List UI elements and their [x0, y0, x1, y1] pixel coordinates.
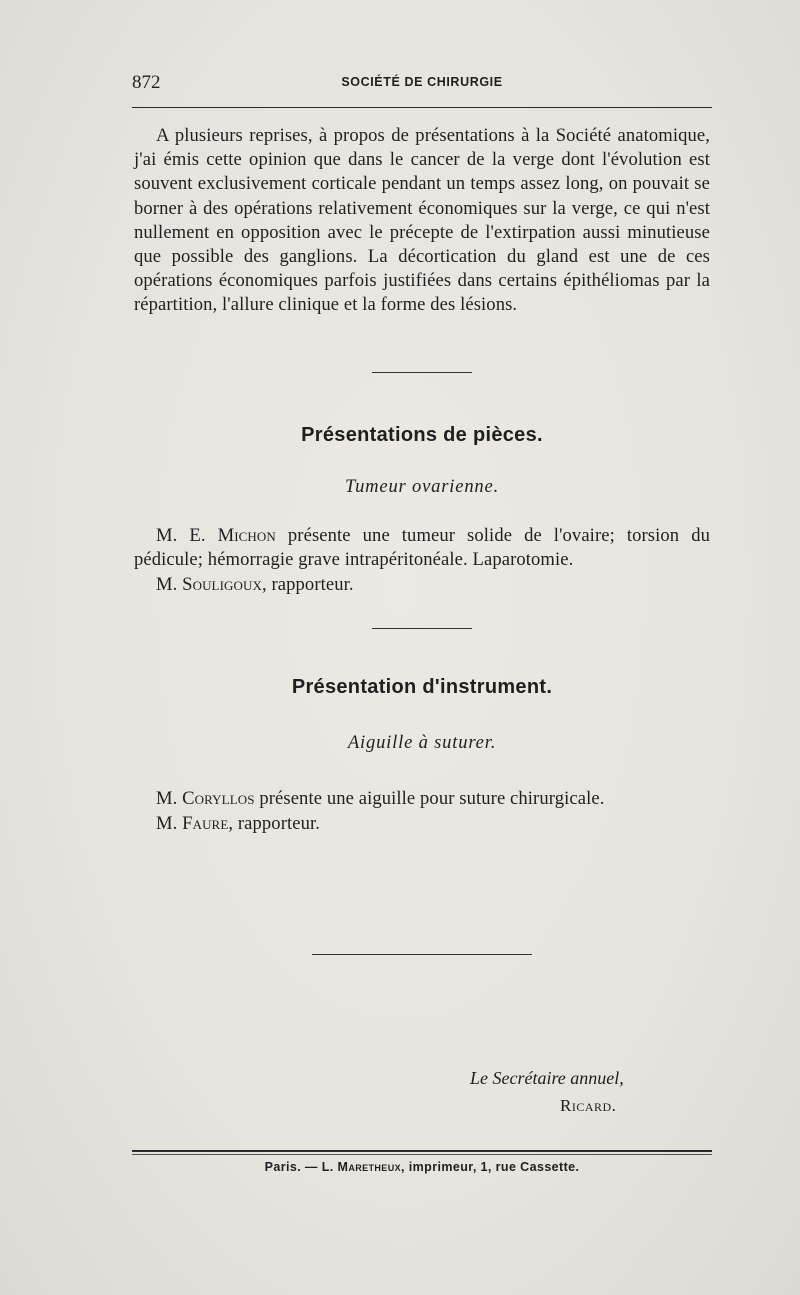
- section-divider: [372, 372, 472, 373]
- text-prefix: M.: [156, 788, 183, 809]
- signature-name: Ricard.: [560, 1096, 617, 1115]
- paragraph-michon: [134, 524, 710, 572]
- section-divider: [372, 628, 472, 629]
- text-body: présente une aiguille pour suture chirurgicale.: [254, 788, 605, 809]
- footer-rule-thin: [132, 1154, 712, 1155]
- running-head: SOCIÉTÉ DE CHIRURGIE: [341, 75, 503, 89]
- header-rule: [132, 107, 712, 108]
- section-heading-instrument: Présentation d'instrument.: [291, 676, 553, 698]
- rapporteur-name: Souligoux: [182, 574, 262, 595]
- section-heading-pieces: Présentations de pièces.: [301, 424, 543, 446]
- intro-paragraph: A plusieurs reprises, à propos de présentations à la Société anatomique, j'ai émis cette opinion que dans le cancer de la verge dont l'évolution est souvent exclusivement corticale pendant un temps assez long, on pouvait se borner à des opérations relativement économiques sur la verge, ce qui n'est nullement en opposition avec le précepte de l'extirpation aussi minutieuse que possible des ganglions. La décortication du gland est une de ces opérations économiques parfois justifiées dans certains épithéliomas par la répartition, l'allure clinique et la forme des lésions.: [134, 125, 710, 316]
- page-header: [132, 72, 712, 94]
- printer-name: Maretheux: [337, 1160, 402, 1174]
- imprint-rest: , imprimeur, 1, rue Cassette.: [401, 1160, 580, 1174]
- paragraph-coryllos: [134, 787, 710, 811]
- author-name: Coryllos: [182, 788, 255, 809]
- author-name: Michon: [217, 525, 276, 546]
- printer-imprint: [132, 1160, 712, 1174]
- paragraph-faure: [134, 812, 710, 836]
- text-prefix: M.: [156, 574, 183, 595]
- text-prefix: M. E.: [156, 525, 218, 546]
- end-rule: [312, 954, 532, 955]
- subheading-aiguille: Aiguille à suturer.: [347, 732, 497, 753]
- text-body: , rapporteur.: [261, 574, 354, 595]
- text-body: , rapporteur.: [228, 813, 321, 834]
- text-body: présente une tumeur solide de l'ovaire; torsion du pédicule; hémorragie grave intrapéritonéale. Laparotomie.: [134, 525, 710, 571]
- page-number: 872: [132, 72, 161, 93]
- text-prefix: M.: [156, 813, 183, 834]
- footer-rule: [132, 1150, 712, 1152]
- rapporteur-name: Faure: [182, 813, 229, 834]
- signature-title: Le Secrétaire annuel,: [470, 1068, 624, 1088]
- paragraph-souligoux: [134, 573, 710, 597]
- imprint-prefix: Paris. — L.: [264, 1160, 338, 1174]
- subheading-tumeur: Tumeur ovarienne.: [344, 476, 500, 497]
